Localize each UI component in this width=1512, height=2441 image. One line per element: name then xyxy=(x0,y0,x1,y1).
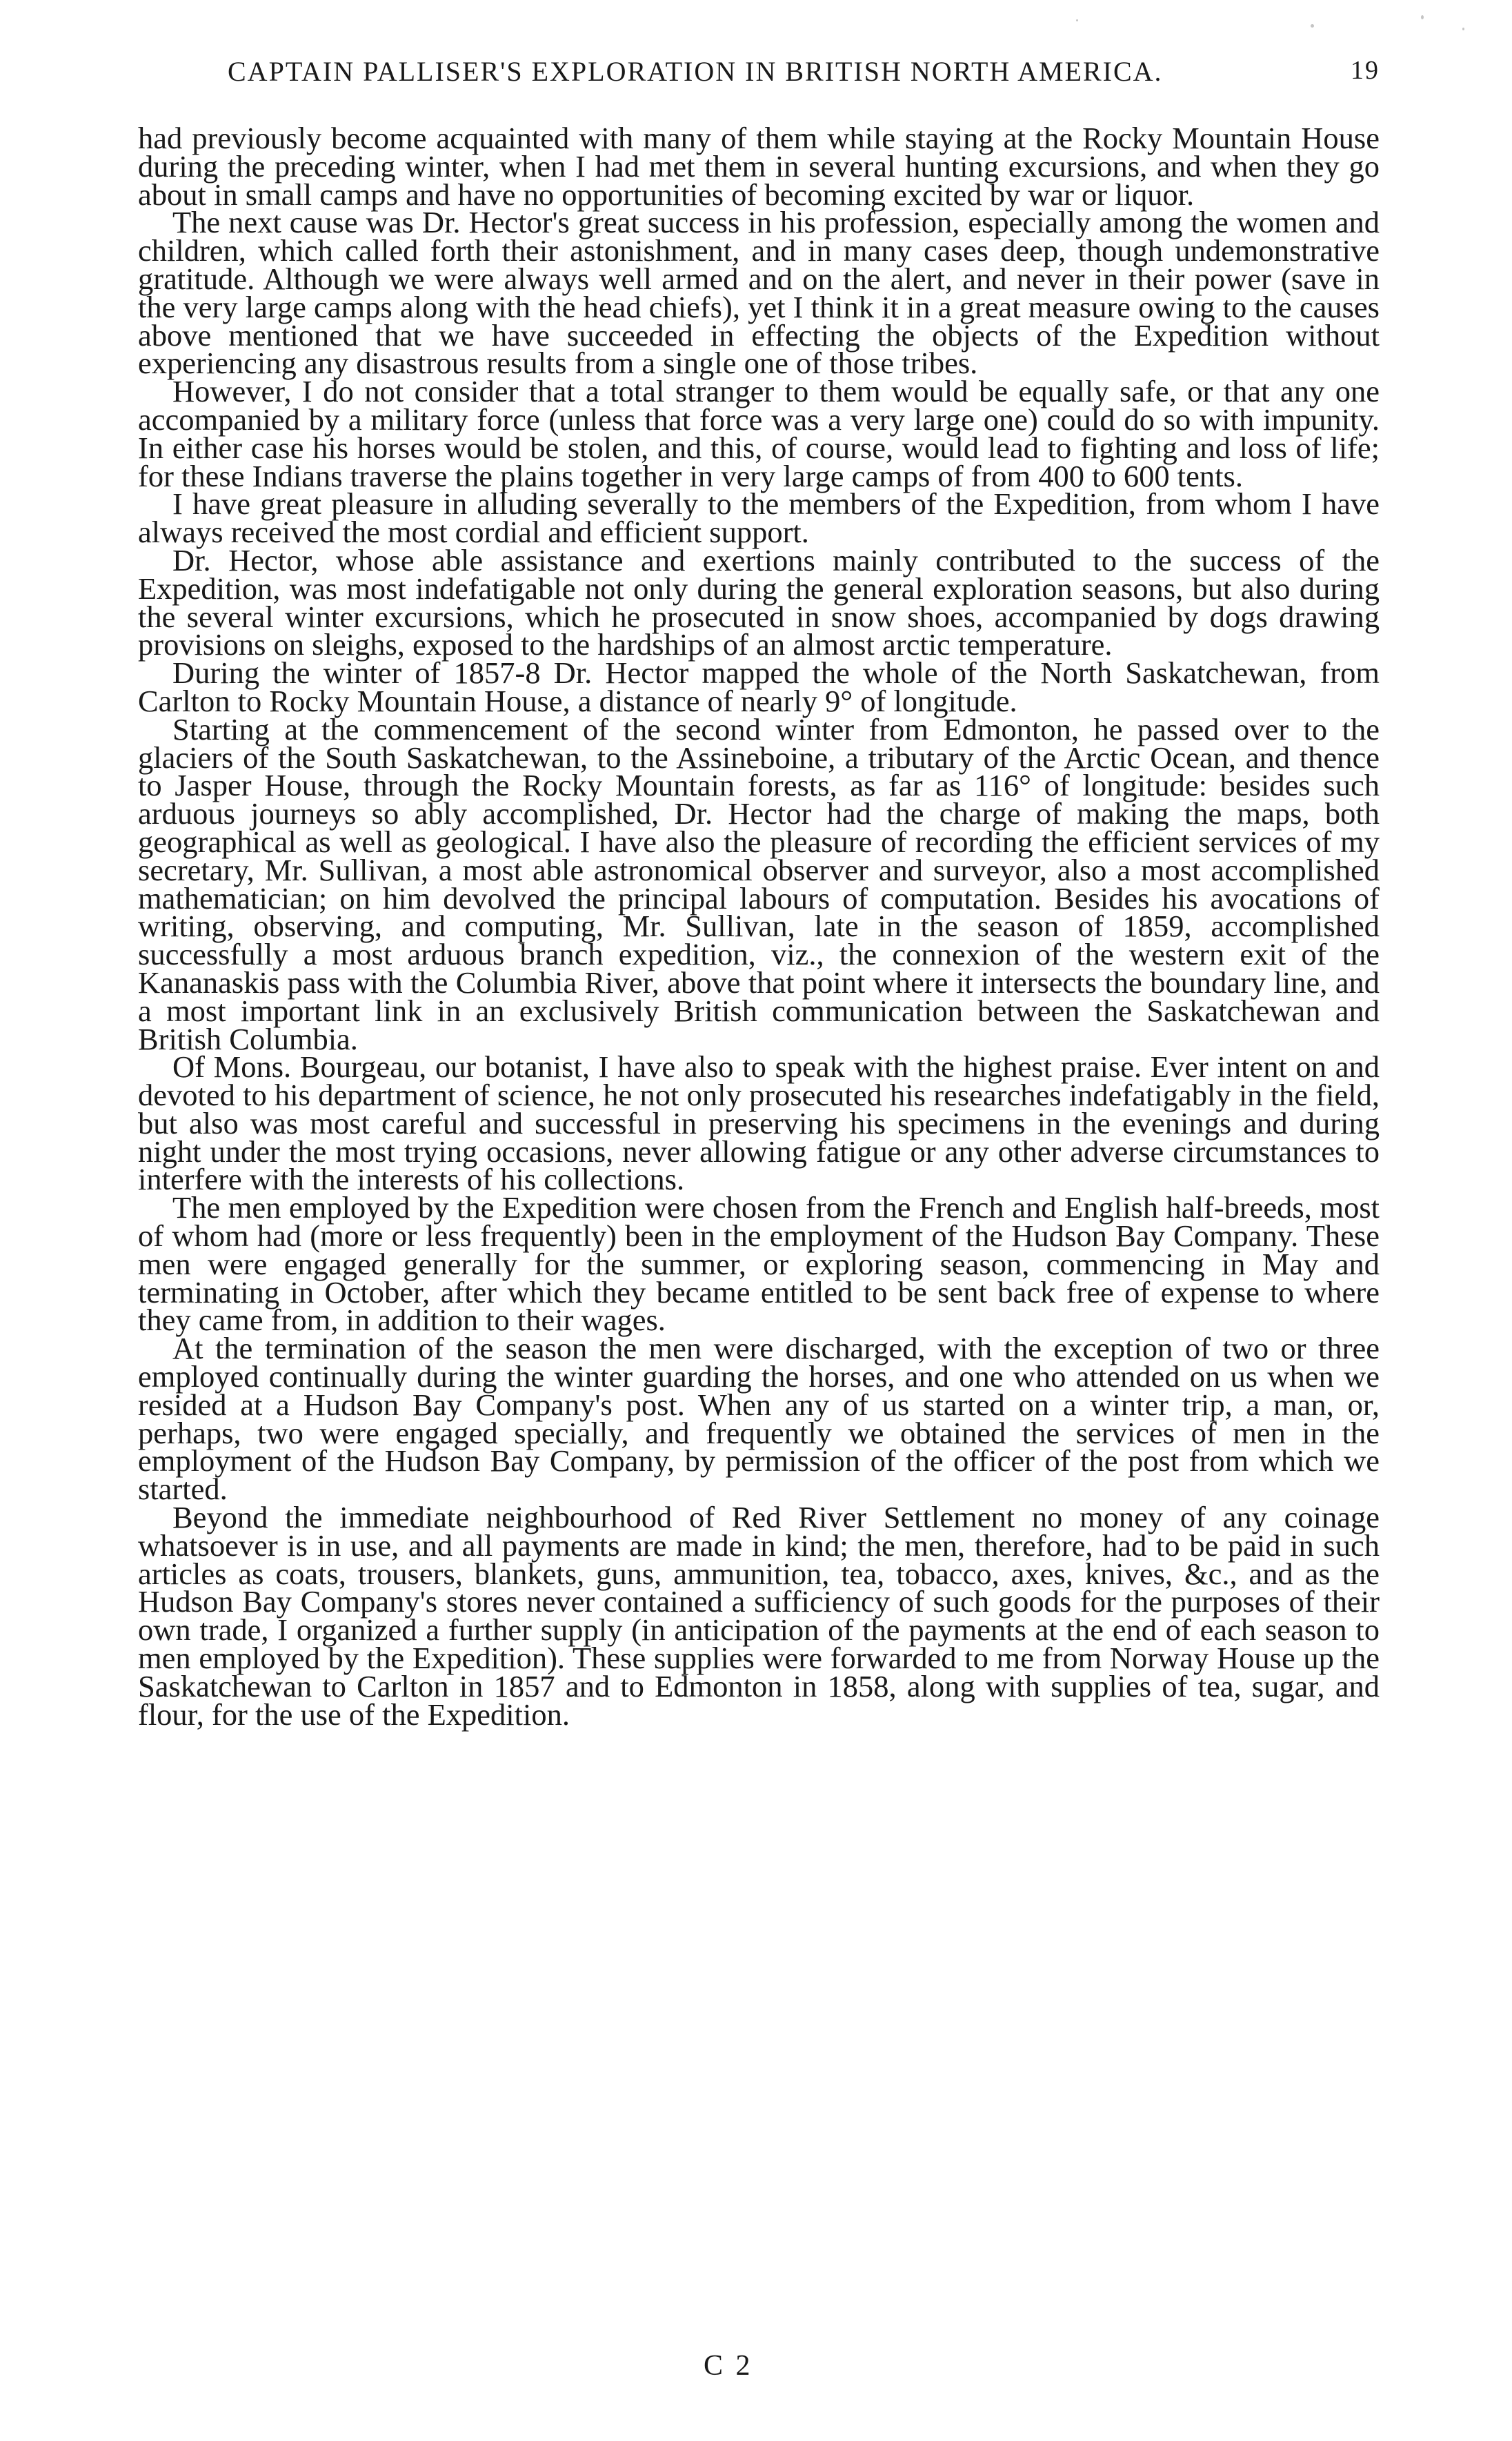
running-title: CAPTAIN PALLISER'S EXPLORATION IN BRITISH NORTH AMERICA. xyxy=(228,56,1163,87)
paragraph-dr-hector: Dr. Hector, whose able assistance and exertions mainly contributed to the success of the Expedition, was most indefatigable not only during the general exploration seasons, but also during the several winter excursions, which he prosecuted in snow shoes, accompanied by dogs drawing provisions on sleighs, exposed to the hardships of an almost arctic temperature. xyxy=(138,542,1380,662)
paragraph-men-employed: The men employed by the Expedition were chosen from the French and English half-breeds, most of whom had (more or less frequently) been in the employment of the Hudson Bay Company. These men were engaged generally for the summer, or exploring season, commencing in May and terminating in October, after which they became entitled to be sent back free of expense to where they came from, in addition to their wages. xyxy=(138,1190,1380,1338)
scan-speck xyxy=(1324,1466,1327,1469)
paragraph-second-winter: Starting at the commencement of the second winter from Edmonton, he passed over to the glaciers of the South Saskatchewan, to the Assineboine, a tributary of the Arctic Ocean, and thence to Jasper House, through the Rocky Mountain forests, as far as 116° of longitude: besides such arduous journeys so ably accomplished, Dr. Hector had the charge of making the maps, both geographical as well as geological. I have also the pleasure of recording the efficient services of my secretary, Mr. Sullivan, a most able astronomical observer and surveyor, also a most accomplished mathematician; on him devolved the principal labours of computation. Besides his avocations of writing, observing, and computing, Mr. Sullivan, late in the season of 1859, accomplished successfully a most arduous branch expedition, viz., the connexion of the western exit of the Kananaskis pass with the Columbia River, above that point where it intersects the boundary line, and a most important link in an exclusively British communication between the Saskatchewan and British Columbia. xyxy=(138,711,1380,1056)
page-number: 19 xyxy=(1351,56,1380,85)
scan-speck xyxy=(1462,28,1464,30)
scan-speck xyxy=(1035,559,1037,562)
scan-speck xyxy=(1421,15,1424,19)
scan-speck xyxy=(1076,19,1078,21)
running-head xyxy=(131,48,1380,97)
paragraph-hector-success: The next cause was Dr. Hector's great success in his profession, especially among the women and children, which called forth their astonishment, and in many cases deep, though undemonstrative gratitude. Although we were always well armed and on the alert, and never in their power (save in the very large camps along with the head chiefs), yet I think it in a great measure owing to the causes above mentioned that we have succeeded in effecting the objects of the Expedition without experiencing any disastrous results from a single one of those tribes. xyxy=(138,205,1380,381)
scan-speck xyxy=(1311,24,1314,28)
paragraph-stranger-safety: However, I do not consider that a total stranger to them would be equally safe, or that any one accompanied by a military force (unless that force was a very large one) could do so with impunity. In either case his horses would be stolen, and this, of course, would lead to fighting and loss of life; for these Indians traverse the plains together in very large camps of from 400 to 600 tents. xyxy=(138,374,1380,493)
paragraph-season-termination: At the termination of the season the men were discharged, with the exception of two or three employed continually during the winter guarding the horses, and one who attended on us when we resided at a Hudson Bay Company's post. When any of us started on a winter trip, a man, or, perhaps, two were engaged specially, and frequently we obtained the services of men in the employment of the Hudson Bay Company, by permission of the officer of the post from which we started. xyxy=(138,1331,1380,1507)
paragraph-payments-in-kind: Beyond the immediate neighbourhood of Red River Settlement no money of any coinage whatsoever is in use, and all payments are made in kind; the men, therefore, had to be paid in such articles as coats, trousers, blankets, guns, ammunition, tea, tobacco, axes, knives, &c., and as the Hudson Bay Company's stores never contained a sufficiency of such goods for the purposes of their own trade, I organized a further supply (in anticipation of the payments at the end of each season to men employed by the Expedition). These supplies were forwarded to me from Norway House up the Saskatchewan to Carlton in 1857 and to Edmonton in 1858, along with supplies of tea, sugar, and flour, for the use of the Expedition. xyxy=(138,1500,1380,1732)
paragraph-members-acknowledgement: I have great pleasure in alluding severally to the members of the Expedition, from whom I have always received the most cordial and efficient support. xyxy=(138,486,1380,550)
paragraph-continued: had previously become acquainted with many of them while staying at the Rocky Mountain House during the preceding winter, when I had met them in several hunting excursions, and when they go about in small camps and have no opportunities of becoming excited by war or liquor. xyxy=(138,121,1380,212)
signature-mark: C 2 xyxy=(704,2350,753,2382)
paragraph-winter-1857: During the winter of 1857-8 Dr. Hector mapped the whole of the North Saskatchewan, from Carlton to Rocky Mountain House, a distance of nearly 9° of longitude. xyxy=(138,655,1380,718)
body-text xyxy=(138,121,1380,1732)
paragraph-bourgeau: Of Mons. Bourgeau, our botanist, I have also to speak with the highest praise. Ever intent on and devoted to his department of science, he not only prosecuted his researches indefatigably in the field, but also was most careful and successful in preserving his specimens in the evenings and during night under the most trying occasions, never allowing fatigue or any other adverse circumstances to interfere with the interests of his collections. xyxy=(138,1049,1380,1197)
